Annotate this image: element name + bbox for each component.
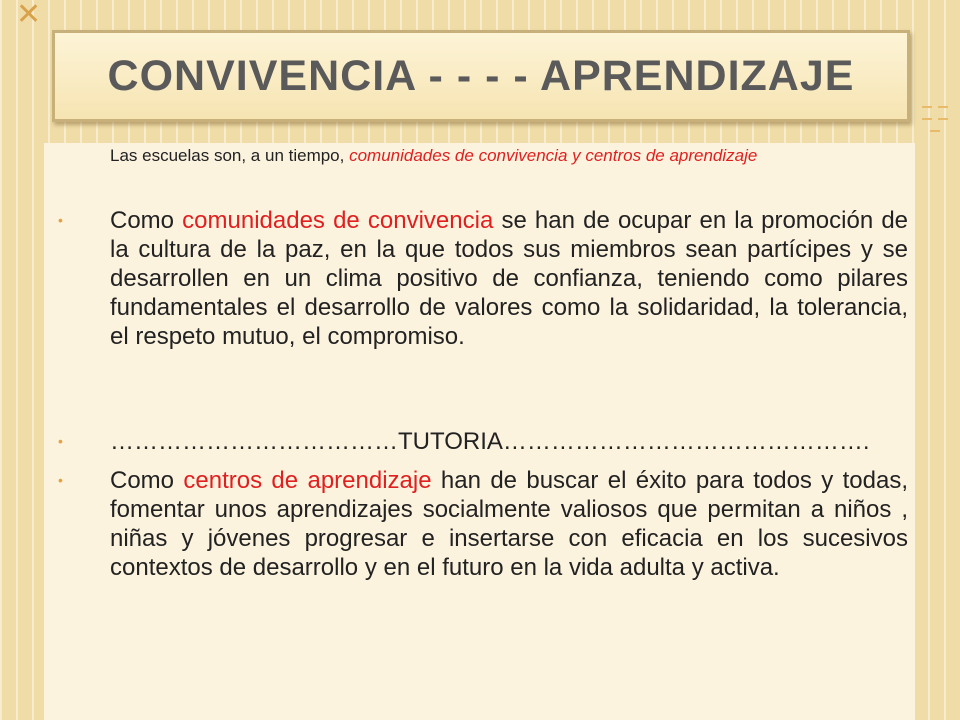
title-box	[52, 30, 910, 122]
intro-paragraph	[110, 145, 908, 166]
bullet-marker: •	[58, 212, 63, 228]
bullet3-text-post: han de buscar el éxito para todos y todas, fomentar unos aprendizajes socialmente valiosos que permitan a niños , niñas y jóvenes progresar e insertarse con eficacia en los sucesivos contextos de desarrollo y en el futuro en la vida adulta y activa.	[110, 467, 909, 581]
bullet3-highlight: centros de aprendizaje	[183, 467, 432, 494]
intro-emphasis: comunidades de convivencia y centros de aprendizaje	[349, 146, 758, 165]
bullet2-text: ………………………………TUTORIA……………………………………….	[110, 428, 870, 455]
bullet1-text-post: se han de ocupar en la promoción de la cultura de la paz, en la que todos sus miembros sean partícipes y se desarrollen en un clima positivo de confianza, teniendo como pilares fundamentales el desarrollo de valores como la solidaridad, la tolerancia, el respeto mutuo, el compromiso.	[110, 207, 909, 350]
bullet-tutoria	[58, 427, 908, 456]
decorative-x-icon: ✕	[16, 0, 42, 32]
bullet-marker: •	[58, 433, 63, 449]
bullet1-text-pre: Como	[110, 207, 183, 234]
bullet-aprendizaje	[58, 466, 909, 582]
bullet3-text-pre: Como	[110, 467, 184, 494]
bullet-marker: •	[58, 472, 63, 488]
slide-title: CONVIVENCIA - - - - APRENDIZAJE	[107, 51, 855, 100]
intro-text: Las escuelas son, a un tiempo,	[110, 146, 350, 165]
content-panel	[44, 143, 915, 720]
bullet1-highlight: comunidades de convivencia	[182, 207, 494, 234]
bullet-convivencia	[58, 206, 909, 351]
decorative-dashes	[918, 100, 954, 140]
